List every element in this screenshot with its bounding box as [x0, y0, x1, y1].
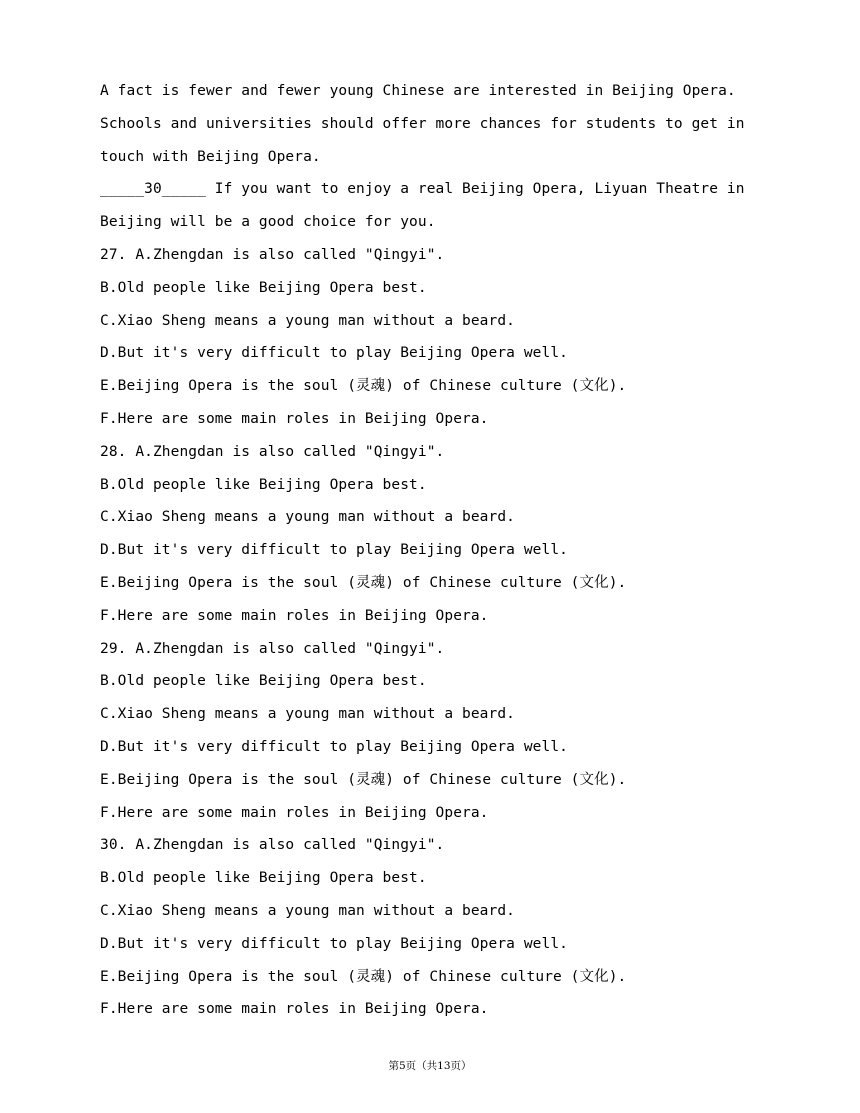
option-e: E.Beijing Opera is the soul (灵魂) of Chinese culture (文化). — [100, 574, 627, 591]
passage-text — [100, 78, 745, 242]
option-c: C.Xiao Sheng means a young man without a beard. — [100, 902, 515, 919]
question-29 — [100, 636, 740, 833]
page-number-footer: 第5页（共13页） — [388, 1060, 472, 1072]
question-28 — [100, 439, 740, 636]
page-content — [100, 78, 745, 1029]
question-number-line: 27. A.Zhengdan is also called "Qingyi". — [100, 246, 445, 263]
option-b: B.Old people like Beijing Opera best. — [100, 870, 427, 887]
option-c: C.Xiao Sheng means a young man without a beard. — [100, 312, 515, 329]
passage-line: Schools and universities should offer more chances for students to get in — [100, 115, 745, 132]
option-e: E.Beijing Opera is the soul (灵魂) of Chinese culture (文化). — [100, 968, 627, 985]
option-d: D.But it's very difficult to play Beijing Opera well. — [100, 345, 568, 362]
passage-line: Beijing will be a good choice for you. — [100, 214, 436, 231]
passage-line: _____30_____ If you want to enjoy a real Beijing Opera, Liyuan Theatre in — [100, 181, 745, 198]
question-27 — [100, 242, 740, 439]
option-c: C.Xiao Sheng means a young man without a beard. — [100, 509, 515, 526]
option-d: D.But it's very difficult to play Beijing Opera well. — [100, 542, 568, 559]
option-c: C.Xiao Sheng means a young man without a beard. — [100, 706, 515, 723]
passage-line: A fact is fewer and fewer young Chinese are interested in Beijing Opera. — [100, 83, 736, 99]
option-e: E.Beijing Opera is the soul (灵魂) of Chinese culture (文化). — [100, 378, 627, 395]
question-number-line: 30. A.Zhengdan is also called "Qingyi". — [100, 837, 445, 854]
option-f: F.Here are some main roles in Beijing Opera. — [100, 804, 489, 821]
option-e: E.Beijing Opera is the soul (灵魂) of Chinese culture (文化). — [100, 771, 627, 788]
question-number-line: 28. A.Zhengdan is also called "Qingyi". — [100, 443, 445, 460]
option-b: B.Old people like Beijing Opera best. — [100, 476, 427, 493]
option-d: D.But it's very difficult to play Beijing Opera well. — [100, 935, 568, 952]
option-b: B.Old people like Beijing Opera best. — [100, 673, 427, 690]
passage-line: touch with Beijing Opera. — [100, 148, 321, 165]
question-30 — [100, 832, 740, 1029]
option-f: F.Here are some main roles in Beijing Opera. — [100, 410, 489, 427]
option-b: B.Old people like Beijing Opera best. — [100, 279, 427, 296]
question-number-line: 29. A.Zhengdan is also called "Qingyi". — [100, 640, 445, 657]
option-d: D.But it's very difficult to play Beijing Opera well. — [100, 738, 568, 755]
option-f: F.Here are some main roles in Beijing Opera. — [100, 1001, 489, 1018]
option-f: F.Here are some main roles in Beijing Opera. — [100, 607, 489, 624]
